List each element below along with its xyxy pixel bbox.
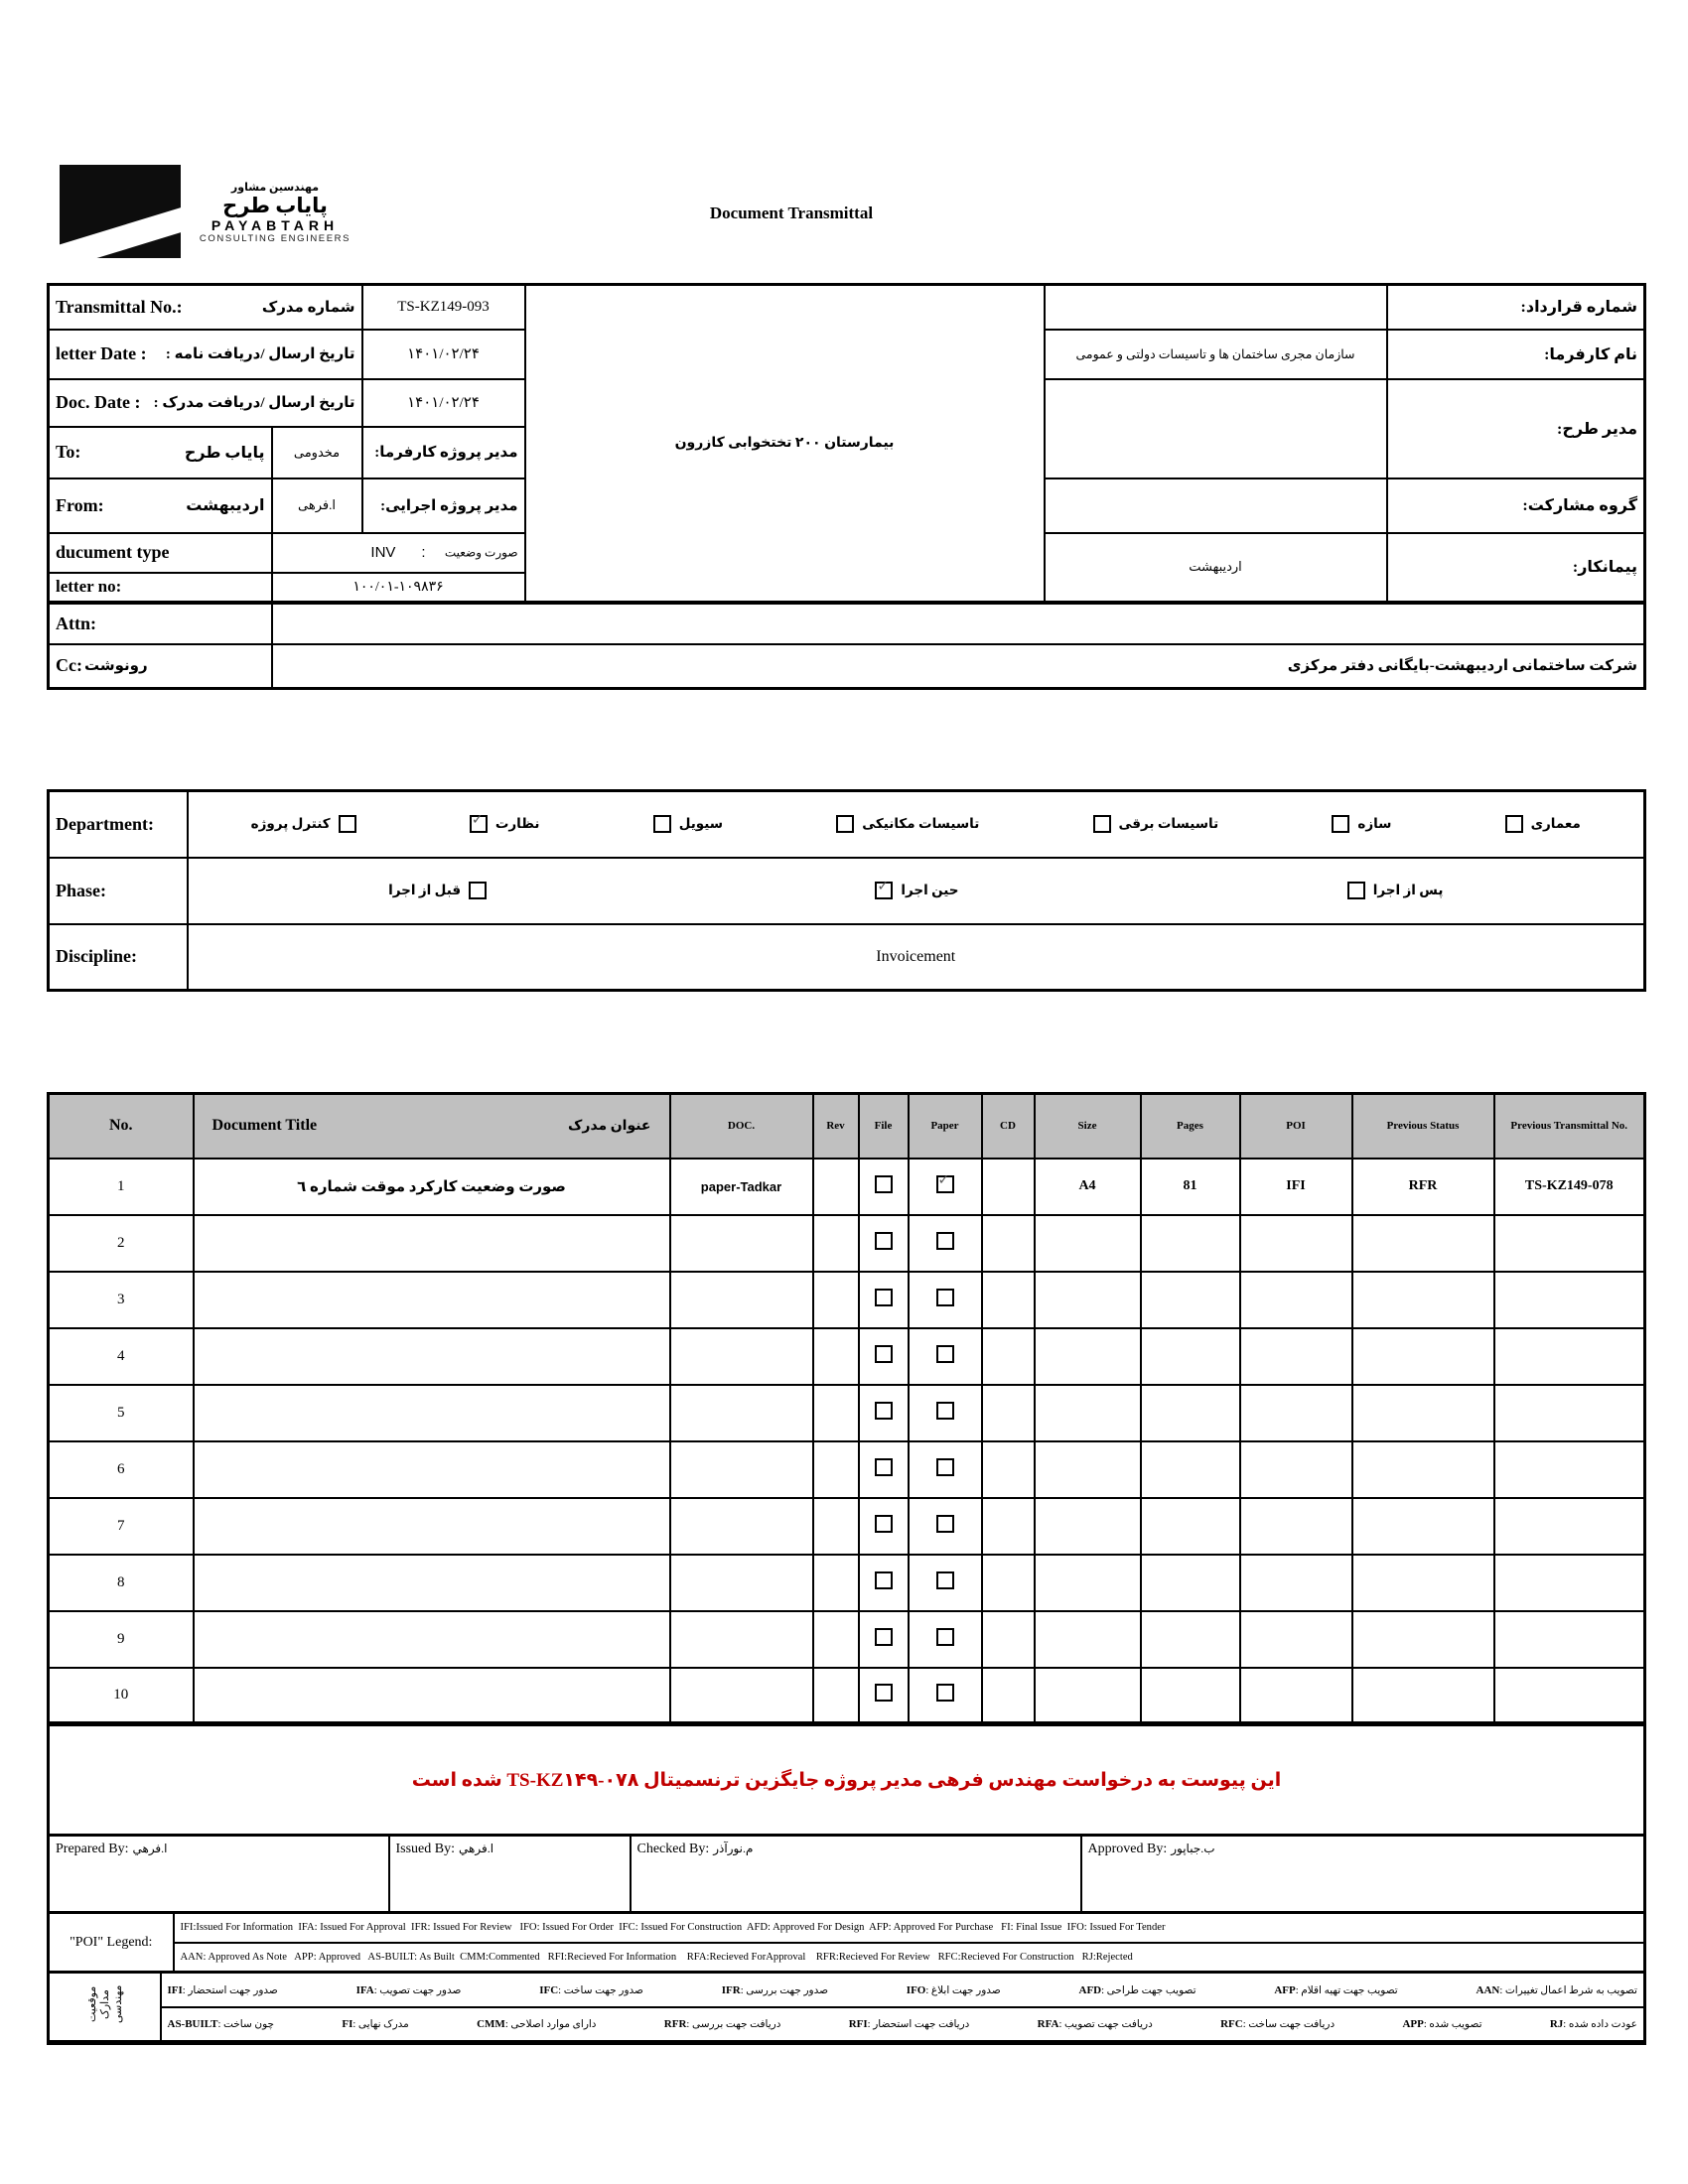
doc-prev-status <box>1352 1385 1494 1441</box>
documents-section <box>47 1092 1643 2045</box>
transmittal-no-value: TS-KZ149-093 <box>362 285 525 330</box>
doc-poi <box>1240 1215 1352 1272</box>
document-row <box>49 1159 1645 1215</box>
option-label: کنترل پروژه <box>250 816 331 832</box>
contractor-value: اردیبهشت <box>1045 533 1387 603</box>
option-label: سیویل <box>678 816 724 832</box>
document-row <box>49 1668 1645 1724</box>
document-row <box>49 1498 1645 1555</box>
doc-pages <box>1141 1441 1240 1498</box>
doc-poi <box>1240 1272 1352 1328</box>
doc-date-label: Doc. Date : تاریخ ارسال /دریافت مدرک : <box>49 379 362 427</box>
from-value: اردیبهشت <box>186 497 265 514</box>
signatures-table <box>47 1834 1646 1914</box>
option-label: حین اجرا <box>901 883 959 897</box>
option-label: معماری <box>1530 816 1581 832</box>
doc-size: A4 <box>1035 1159 1141 1215</box>
checkbox[interactable] <box>936 1289 954 1306</box>
doc-title <box>194 1385 670 1441</box>
doc-rev <box>813 1272 859 1328</box>
doc-file-checkbox <box>859 1385 909 1441</box>
doc-file-checkbox <box>859 1555 909 1611</box>
to-value: پایاب طرح <box>184 444 265 462</box>
document-row <box>49 1441 1645 1498</box>
jv-value <box>1045 478 1387 533</box>
doc-file-checkbox <box>859 1272 909 1328</box>
doc-rev <box>813 1555 859 1611</box>
doctype-value-cell: INV : صورت وضعیت <box>272 533 525 573</box>
doc-prev-transmittal <box>1494 1668 1645 1724</box>
legend-item: APP: تصویب شده <box>1402 2018 1482 2030</box>
doc-poi <box>1240 1555 1352 1611</box>
doc-type <box>670 1555 813 1611</box>
doc-paper-checkbox <box>909 1611 982 1668</box>
doc-size <box>1035 1328 1141 1385</box>
client-name-value: سازمان مجری ساختمان ها و تاسیسات دولتی و عمومی <box>1045 330 1387 379</box>
checkbox[interactable] <box>836 815 854 833</box>
doc-size <box>1035 1385 1141 1441</box>
checkbox[interactable] <box>875 1571 893 1589</box>
checkbox-checked[interactable] <box>936 1171 954 1193</box>
legend-item: AAN: تصویب به شرط اعمال تغییرات <box>1476 1983 1637 1996</box>
doc-cd <box>982 1215 1035 1272</box>
checkbox[interactable] <box>875 1232 893 1250</box>
doc-paper-checkbox <box>909 1328 982 1385</box>
doc-title <box>194 1611 670 1668</box>
doc-title <box>194 1272 670 1328</box>
from-person: ا.فرهی <box>272 478 362 533</box>
letter-no-label: letter no: <box>49 573 272 603</box>
fa-legend-table <box>47 1971 1646 2045</box>
phase-option <box>388 882 487 899</box>
doc-rev <box>813 1328 859 1385</box>
legend-item: RFA: دریافت جهت تصویب <box>1037 2018 1153 2030</box>
doc-file-checkbox <box>859 1328 909 1385</box>
fa-legend-line1 <box>161 1973 1645 2008</box>
doc-no: 3 <box>49 1272 194 1328</box>
legend-item: RJ: عودت داده شده <box>1549 2018 1637 2030</box>
doc-prev-transmittal <box>1494 1328 1645 1385</box>
col-header-cd: CD <box>982 1094 1035 1159</box>
doc-paper-checkbox <box>909 1385 982 1441</box>
doc-type <box>670 1328 813 1385</box>
doc-prev-status <box>1352 1215 1494 1272</box>
design-manager-label: مدیر طرح: <box>1387 379 1645 478</box>
doc-paper-checkbox <box>909 1498 982 1555</box>
doc-cd <box>982 1328 1035 1385</box>
letter-no-value: ۱۰۰/۰۱-۱۰۹۸۳۶ <box>272 573 525 603</box>
doc-file-checkbox <box>859 1215 909 1272</box>
cc-label: Cc: رونوشت <box>49 644 272 689</box>
checkbox-checked[interactable] <box>875 879 893 899</box>
col-header-poi: POI <box>1240 1094 1352 1159</box>
legend-item: IFO: صدور جهت ابلاغ <box>906 1983 1001 1996</box>
doc-file-checkbox <box>859 1159 909 1215</box>
doc-prev-transmittal <box>1494 1498 1645 1555</box>
col-header-file: File <box>859 1094 909 1159</box>
doc-prev-status <box>1352 1441 1494 1498</box>
doc-rev <box>813 1611 859 1668</box>
doc-poi <box>1240 1328 1352 1385</box>
doc-pages <box>1141 1498 1240 1555</box>
doc-file-checkbox <box>859 1441 909 1498</box>
doc-prev-status <box>1352 1498 1494 1555</box>
checkbox[interactable] <box>936 1232 954 1250</box>
doc-size <box>1035 1668 1141 1724</box>
option-label: تاسیسات برقی <box>1118 816 1219 832</box>
contractor-label: پیمانکار: <box>1387 533 1645 603</box>
to-role-label: مدیر پروژه کارفرما: <box>362 427 525 478</box>
doc-prev-status: RFR <box>1352 1159 1494 1215</box>
prepared-by-name: ا.فرهي <box>132 1842 168 1855</box>
doc-prev-transmittal <box>1494 1441 1645 1498</box>
checkbox[interactable] <box>936 1571 954 1589</box>
document-row <box>49 1215 1645 1272</box>
doc-size <box>1035 1498 1141 1555</box>
doc-no: 10 <box>49 1668 194 1724</box>
doc-no: 5 <box>49 1385 194 1441</box>
checkbox[interactable] <box>1347 882 1365 899</box>
doc-no: 8 <box>49 1555 194 1611</box>
doc-pages <box>1141 1385 1240 1441</box>
doc-size <box>1035 1215 1141 1272</box>
doc-poi <box>1240 1611 1352 1668</box>
doc-no: 4 <box>49 1328 194 1385</box>
doc-poi: IFI <box>1240 1159 1352 1215</box>
col-header-no: No. <box>49 1094 194 1159</box>
option-label: پس از اجرا <box>1372 883 1444 897</box>
legend-item: IFA: صدور جهت تصویب <box>355 1983 462 1996</box>
client-name-label: نام کارفرما: <box>1387 330 1645 379</box>
department-option <box>653 815 723 833</box>
doc-pages <box>1141 1668 1240 1724</box>
doc-prev-status <box>1352 1272 1494 1328</box>
from-field: From: اردیبهشت <box>49 478 272 533</box>
checked-by-cell: Checked By: م.نورآذر <box>631 1836 1081 1913</box>
doc-prev-transmittal <box>1494 1385 1645 1441</box>
doc-type <box>670 1215 813 1272</box>
from-role-label: مدیر پروژه اجرایی: <box>362 478 525 533</box>
checkbox[interactable] <box>875 1515 893 1533</box>
checkbox[interactable] <box>936 1628 954 1646</box>
classification-table <box>47 789 1646 992</box>
doc-type: paper-Tadkar <box>670 1159 813 1215</box>
col-header-rev: Rev <box>813 1094 859 1159</box>
phase-option <box>1347 882 1444 899</box>
doc-poi <box>1240 1498 1352 1555</box>
legend-item: IFR: صدور جهت بررسی <box>721 1983 829 1996</box>
contract-no-value <box>1045 285 1387 330</box>
legend-item: CMM: دارای موارد اصلاحی <box>477 2018 597 2030</box>
top-info-table <box>47 283 1646 690</box>
poi-legend-line1: IFI:Issued For Information IFA: Issued For Approval IFR: Issued For Review IFO: Issued For Order IFC: Issued For Construction AFD: Approved For Design AFP: Approved For Purchase FI: Final Issue IFO: Issued For Tender <box>174 1913 1645 1943</box>
checkbox[interactable] <box>875 1684 893 1702</box>
document-row <box>49 1272 1645 1328</box>
phase-label: Phase: <box>49 858 188 924</box>
doc-prev-transmittal <box>1494 1555 1645 1611</box>
doc-title <box>194 1441 670 1498</box>
checkbox[interactable] <box>936 1345 954 1363</box>
check-icon: ✓ <box>877 879 890 894</box>
doc-paper-checkbox <box>909 1215 982 1272</box>
checkbox[interactable] <box>875 1458 893 1476</box>
doc-rev <box>813 1385 859 1441</box>
doc-file-checkbox <box>859 1668 909 1724</box>
doc-rev <box>813 1668 859 1724</box>
cc-value: شرکت ساختمانی اردیبهشت-بایگانی دفتر مرکزی <box>272 644 1645 689</box>
doc-rev <box>813 1159 859 1215</box>
doc-no: 7 <box>49 1498 194 1555</box>
attn-value <box>272 603 1645 644</box>
doc-pages <box>1141 1215 1240 1272</box>
legend-item: AFP: تصویب جهت تهیه اقلام <box>1274 1983 1398 1996</box>
doctype-label: ducument type <box>49 533 272 573</box>
doc-type <box>670 1385 813 1441</box>
option-label: تاسیسات مکانیکی <box>862 816 980 832</box>
checkbox[interactable] <box>1093 815 1111 833</box>
doc-title <box>194 1498 670 1555</box>
doc-paper-checkbox <box>909 1159 982 1215</box>
checkbox[interactable] <box>936 1515 954 1533</box>
doc-type <box>670 1272 813 1328</box>
legend-item: FI: مدرک نهایی <box>342 2018 409 2030</box>
doc-rev <box>813 1215 859 1272</box>
doc-size <box>1035 1611 1141 1668</box>
checkbox[interactable] <box>339 815 356 833</box>
poi-legend-label: "POI" Legend: <box>49 1913 174 1973</box>
department-option <box>1332 815 1391 833</box>
doc-prev-status <box>1352 1555 1494 1611</box>
checkbox[interactable] <box>936 1402 954 1420</box>
doc-cd <box>982 1159 1035 1215</box>
poi-legend-table <box>47 1911 1646 1974</box>
discipline-label: Discipline: <box>49 924 188 991</box>
col-header-paper: Paper <box>909 1094 982 1159</box>
checkbox[interactable] <box>875 1345 893 1363</box>
doc-cd <box>982 1668 1035 1724</box>
col-header-size: Size <box>1035 1094 1141 1159</box>
doc-prev-status <box>1352 1328 1494 1385</box>
col-header-prev-transmittal: Previous Transmittal No. <box>1494 1094 1645 1159</box>
phase-options <box>188 858 1645 924</box>
doc-no: 6 <box>49 1441 194 1498</box>
doc-paper-checkbox <box>909 1441 982 1498</box>
contract-no-label: شماره قرارداد: <box>1387 285 1645 330</box>
doc-cd <box>982 1611 1035 1668</box>
doc-cd <box>982 1498 1035 1555</box>
legend-item: IFI: صدور جهت استحضار <box>167 1983 278 1996</box>
checkbox[interactable] <box>936 1458 954 1476</box>
doc-prev-transmittal <box>1494 1611 1645 1668</box>
doc-type <box>670 1441 813 1498</box>
doc-rev <box>813 1441 859 1498</box>
legend-item: RFI: دریافت جهت استحضار <box>848 2018 970 2030</box>
brand-en-name: PAYABTARH <box>211 217 340 234</box>
department-option <box>836 815 979 833</box>
doc-poi <box>1240 1385 1352 1441</box>
brand-fa-subtitle: مهندسین مشاور <box>230 182 320 194</box>
doc-cd <box>982 1441 1035 1498</box>
col-header-doc: DOC. <box>670 1094 813 1159</box>
col-header-prev-status: Previous Status <box>1352 1094 1494 1159</box>
check-icon: ✓ <box>471 812 484 829</box>
letter-date-value: ۱۴۰۱/۰۲/۲۴ <box>362 330 525 379</box>
doc-prev-transmittal <box>1494 1215 1645 1272</box>
doc-file-checkbox <box>859 1611 909 1668</box>
department-option <box>1505 815 1581 833</box>
checkbox[interactable] <box>653 815 671 833</box>
doctype-fa: صورت وضعیت <box>444 545 518 559</box>
option-label: قبل از اجرا <box>388 883 462 897</box>
issued-by-name: ا.فرهي <box>459 1842 494 1855</box>
transmittal-no-label: Transmittal No.: شماره مدرک <box>49 285 362 330</box>
checkbox[interactable] <box>875 1289 893 1306</box>
doc-paper-checkbox <box>909 1668 982 1724</box>
doc-size <box>1035 1441 1141 1498</box>
doc-poi <box>1240 1441 1352 1498</box>
checkbox[interactable] <box>875 1175 893 1193</box>
doc-pages <box>1141 1611 1240 1668</box>
doc-no: 2 <box>49 1215 194 1272</box>
documents-table <box>47 1092 1646 1837</box>
check-icon: ✓ <box>937 1171 950 1188</box>
col-header-pages: Pages <box>1141 1094 1240 1159</box>
doc-poi <box>1240 1668 1352 1724</box>
attn-label: Attn: <box>49 603 272 644</box>
approved-by-name: ب.جباپور <box>1171 1842 1215 1855</box>
checkbox[interactable] <box>469 882 487 899</box>
checked-by-name: م.نورآذر <box>713 1842 754 1855</box>
brand-fa-name: پایاب طرح <box>222 194 328 217</box>
issued-by-cell: Issued By: ا.فرهي <box>389 1836 631 1913</box>
department-option <box>470 812 540 833</box>
phase-option <box>875 879 959 899</box>
doc-date-value: ۱۴۰۱/۰۲/۲۴ <box>362 379 525 427</box>
letter-date-label: letter Date : تاریخ ارسال /دریافت نامه : <box>49 330 362 379</box>
design-manager-value <box>1045 379 1387 478</box>
department-label: Department: <box>49 791 188 858</box>
checkbox[interactable] <box>875 1402 893 1420</box>
doc-pages: 81 <box>1141 1159 1240 1215</box>
poi-legend-line2: AAN: Approved As Note APP: Approved AS-BUILT: As Built CMM:Commented RFI:Recieved For Information RFA:Recieved ForApproval RFR:Recieved For Review RFC:Recieved For Construction RJ:Rejected <box>174 1943 1645 1973</box>
brand-en-subtitle: CONSULTING ENGINEERS <box>199 233 352 245</box>
legend-item: RFC: دریافت جهت ساخت <box>1220 2018 1336 2030</box>
doc-title <box>194 1555 670 1611</box>
doc-no: 1 <box>49 1159 194 1215</box>
doc-prev-transmittal: TS-KZ149-078 <box>1494 1159 1645 1215</box>
checkbox[interactable] <box>1332 815 1349 833</box>
doctype-value: INV <box>370 544 396 561</box>
doc-type <box>670 1498 813 1555</box>
document-row <box>49 1328 1645 1385</box>
doc-paper-checkbox <box>909 1555 982 1611</box>
doc-cd <box>982 1385 1035 1441</box>
prepared-by-cell: Prepared By: ا.فرهي <box>49 1836 389 1913</box>
col-header-title: Document Title عنوان مدرک <box>194 1094 670 1159</box>
project-name: بیمارستان ۲۰۰ تختخوابی کازرون <box>525 285 1045 603</box>
option-label: سازه <box>1357 816 1392 832</box>
doc-size <box>1035 1272 1141 1328</box>
doc-prev-status <box>1352 1611 1494 1668</box>
doc-type <box>670 1611 813 1668</box>
department-options <box>188 791 1645 858</box>
doc-cd <box>982 1272 1035 1328</box>
doc-rev <box>813 1498 859 1555</box>
doc-paper-checkbox <box>909 1272 982 1328</box>
doc-file-checkbox <box>859 1498 909 1555</box>
replacement-note: این پیوست به درخواست مهندس فرهی مدیر پروژه جایگزین ترنسمیتال ‪TS-KZ۱۴۹-۰۷۸‬ شده است <box>49 1724 1645 1836</box>
discipline-value: Invoicement <box>188 924 1645 991</box>
document-row <box>49 1611 1645 1668</box>
legend-item: AFD: تصویب جهت طراحی <box>1078 1983 1196 1996</box>
to-person: مخدومی <box>272 427 362 478</box>
jv-label: گروه مشارکت: <box>1387 478 1645 533</box>
department-option <box>251 815 356 833</box>
doc-title <box>194 1215 670 1272</box>
doc-title: صورت وضعیت کارکرد موقت شماره ٦ <box>194 1159 670 1215</box>
to-field: To: پایاب طرح <box>49 427 272 478</box>
document-row <box>49 1385 1645 1441</box>
doc-title <box>194 1328 670 1385</box>
checkbox[interactable] <box>936 1684 954 1702</box>
option-label: نظارت <box>494 816 540 832</box>
doc-prev-transmittal <box>1494 1272 1645 1328</box>
approved-by-cell: Approved By: ب.جباپور <box>1081 1836 1645 1913</box>
doc-title <box>194 1668 670 1724</box>
legend-item: AS-BUILT: چون ساخت <box>167 2018 275 2030</box>
legend-item: RFR: دریافت جهت بررسی <box>663 2018 781 2030</box>
checkbox[interactable] <box>1505 815 1523 833</box>
doc-type <box>670 1668 813 1724</box>
doc-cd <box>982 1555 1035 1611</box>
doc-no: 9 <box>49 1611 194 1668</box>
fa-legend-line2 <box>161 2007 1645 2043</box>
fa-legend-label: موقعیت مدارک مهندسی <box>49 1973 161 2043</box>
checkbox-checked[interactable] <box>470 812 488 833</box>
document-row <box>49 1555 1645 1611</box>
page-title: Document Transmittal <box>709 204 874 222</box>
department-option <box>1093 815 1219 833</box>
doc-prev-status <box>1352 1668 1494 1724</box>
doc-pages <box>1141 1272 1240 1328</box>
doc-pages <box>1141 1328 1240 1385</box>
checkbox[interactable] <box>875 1628 893 1646</box>
legend-item: IFC: صدور جهت ساخت <box>539 1983 643 1996</box>
doc-pages <box>1141 1555 1240 1611</box>
doc-size <box>1035 1555 1141 1611</box>
